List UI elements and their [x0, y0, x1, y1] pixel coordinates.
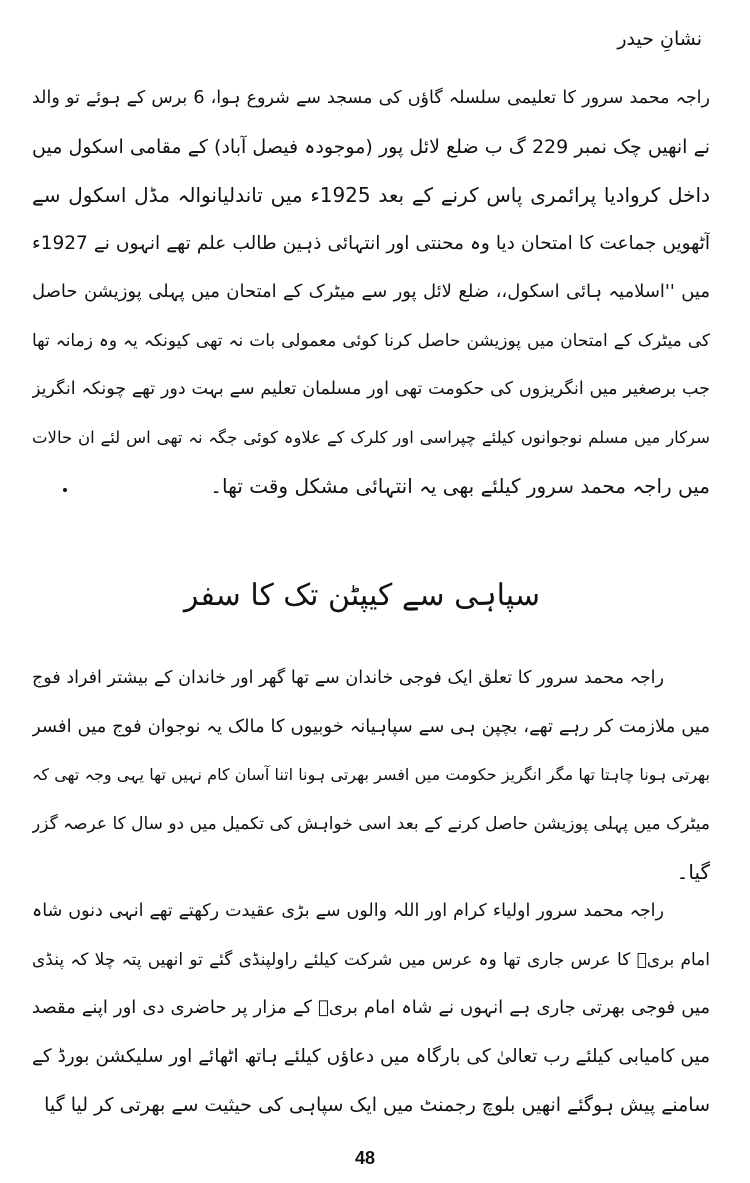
text-line: داخل کروادیا پرائمری پاس کرنے کے بعد 1925ء میں تاندلیانوالہ مڈل اسکول سے: [32, 183, 710, 207]
paragraph-recruitment: [32, 887, 710, 1130]
text-line: سامنے پیش ہوگئے انھیں بلوچ رجمنٹ میں ایک سپاہی کی حیثیت سے بھرتی کر لیا گیا: [44, 1094, 710, 1116]
section-heading: سپاہی سے کیپٹن تک کا سفر: [183, 578, 540, 613]
text-line: میٹرک میں پہلی پوزیشن حاصل کرنے کے بعد اسی خواہش کی تکمیل میں دو سال کا عرصہ گزر: [32, 813, 710, 834]
ink-dot: [63, 488, 67, 492]
paragraph-military-family: [32, 654, 710, 897]
text-line: راجہ محمد سرور کا تعلق ایک فوجی خاندان سے تھا گھر اور خاندان کے بیشتر افراد فوج: [32, 668, 664, 688]
text-line: میں کامیابی کیلئے رب تعالیٰ کی بارگاہ میں دعاؤں کیلئے ہاتھ اٹھائے اور سلیکشن بورڈ کے: [32, 1045, 710, 1067]
text-line: امام بریؒ کا عرس جاری تھا وہ عرس میں شرکت کیلئے راولپنڈی گئے تو انھیں پتہ چلا کہ پنڈی: [32, 949, 710, 970]
text-line: بھرتی ہونا چاہتا تھا مگر انگریز حکومت میں افسر بھرتی ہونا اتنا آسان کام نہیں تھا یہی وجہ تھی کہ: [32, 765, 710, 784]
running-head: نشانِ حیدر: [617, 28, 702, 50]
text-line: راجہ محمد سرور اولیاء کرام اور اللہ والوں سے بڑی عقیدت رکھتے تھے انہی دنوں شاہ: [32, 901, 664, 921]
text-line: میں راجہ محمد سرور کیلئے بھی یہ انتہائی مشکل وقت تھا۔: [210, 474, 710, 498]
text-line: میں ملازمت کر رہے تھے، بچپن ہی سے سپاہیانہ خوبیوں کا مالک یہ نوجوان فوج میں افسر: [32, 715, 710, 737]
text-line: میں ''اسلامیہ ہائی اسکول،، ضلع لائل پور سے میٹرک کے امتحان میں پہلی پوزیشن حاصل: [32, 281, 710, 302]
text-line: کی میٹرک کے امتحان میں پوزیشن حاصل کرنا کوئی معمولی بات نہ تھی کیونکہ یہ وہ زمانہ تھا: [32, 330, 710, 351]
text-line: میں فوجی بھرتی جاری ہے انہوں نے شاہ امام بریؒ کے مزار پر حاضری دی اور اپنے مقصد: [32, 997, 710, 1018]
text-line: گیا۔: [676, 860, 710, 884]
text-line: سرکار میں مسلم نوجوانوں کیلئے چپراسی اور کلرک کے علاوہ کوئی جگہ نہ تھی اس لئے ان حالات: [32, 427, 710, 447]
text-line: راجہ محمد سرور کا تعلیمی سلسلہ گاؤں کی مسجد سے شروع ہوا، 6 برس کے ہوئے تو والد: [32, 88, 710, 108]
text-line: جب برصغیر میں انگریزوں کی حکومت تھی اور مسلمان تعلیم سے بہت دور تھے چونکہ انگریز: [32, 379, 710, 399]
paragraph-education: [32, 74, 710, 511]
text-line: آٹھویں جماعت کا امتحان دیا وہ محنتی اور انتہائی ذہین طالب علم تھے انہوں نے 1927ء: [32, 232, 710, 254]
text-line: نے انھیں چک نمبر 229 گ ب ضلع لائل پور (موجودہ فیصل آباد) کے مقامی اسکول میں: [32, 135, 710, 158]
page-number: 48: [355, 1148, 376, 1168]
